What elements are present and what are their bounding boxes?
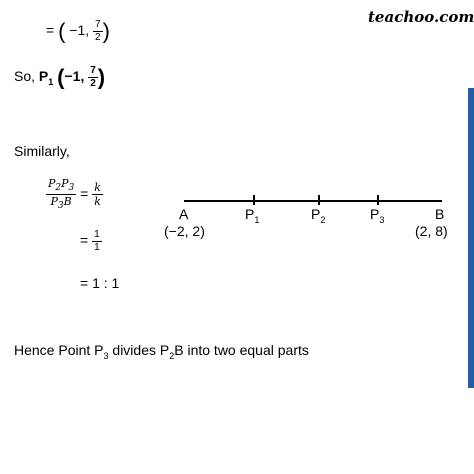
equation-top-x: −1, [69,22,90,39]
open-paren: ( [57,64,65,90]
ratio-step-2 [80,230,102,253]
so-y-den: 2 [90,78,96,89]
close-paren: ) [97,64,106,90]
ratio-rhs-num: k [94,181,101,195]
ratio-step-2-den: 1 [94,242,100,253]
teachoo-logo: teachoo.com [368,8,474,26]
open-paren: ( [58,18,66,44]
coord-b: (2, 8) [415,223,448,239]
ratio-equals: = [76,185,93,202]
equation-top-prefix: = [46,22,59,39]
conclusion-text: Hence Point $P_3$ divides $P_2B$ into two equal parts [14,342,309,361]
coord-a: (−2, 2) [164,223,205,239]
ratio-lhs-num: $P_2P_3$ [48,177,75,194]
ratio-step-3: = 1 : 1 [80,275,120,291]
so-x: −1, [64,68,85,85]
similarly-heading: Similarly, [14,143,70,159]
equation-top-y-num: 7 [95,19,101,30]
equation-top [46,20,110,43]
label-p2: $P_2$ [311,206,326,225]
ratio-equation [46,178,103,211]
equation-top-y-den: 2 [95,32,101,43]
tick-p1 [253,195,255,205]
label-p1: $P_1$ [245,206,260,225]
side-accent-bar [468,0,474,474]
label-p3: $P_3$ [370,206,385,225]
close-paren: ) [102,18,110,44]
ratio-lhs-fraction [46,178,76,211]
so-point: $P_1$ [38,68,54,87]
line-segment-ab [184,200,442,202]
ratio-lhs-den: $P_3B$ [50,195,72,212]
ratio-rhs-fraction [92,182,103,207]
ratio-step-2-prefix: = [80,232,93,249]
ratio-step-2-num: 1 [94,229,100,240]
ratio-step-2-fraction [92,230,102,253]
label-a: A [179,206,189,222]
label-b: B [435,206,445,222]
so-y-num: 7 [90,65,96,76]
equation-top-y-fraction [93,20,103,43]
tick-p2 [318,195,320,205]
ratio-rhs-den: k [94,195,101,209]
so-prefix: So, [14,68,39,85]
tick-p3 [377,195,379,205]
side-accent-fill [468,88,474,388]
so-line [14,66,105,89]
so-y-fraction [88,66,98,89]
